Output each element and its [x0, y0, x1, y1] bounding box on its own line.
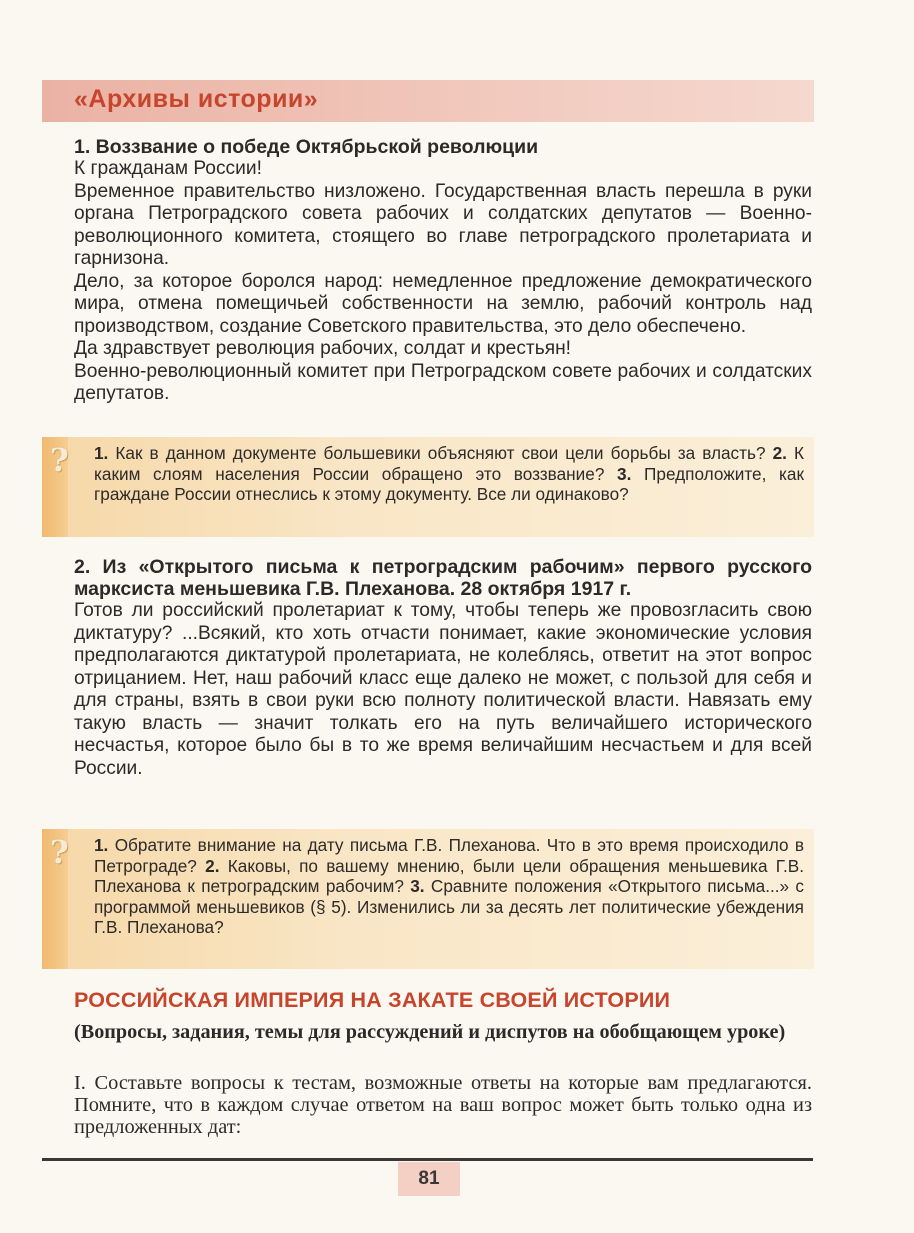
questions-box-2: [42, 829, 814, 969]
question-text: Обратите внимание на дату письма Г.В. Плеханова. Что в это время происходило в Петрограде?: [94, 835, 804, 876]
questions-box-2-text: [94, 835, 804, 938]
question-number: 2.: [205, 855, 220, 876]
section-subtitle: (Вопросы, задания, темы для рассуждений и диспутов на обобщающем уроке): [74, 1021, 786, 1043]
question-text: Как в данном документе большевики объясняют свои цели борьбы за власть?: [115, 443, 766, 463]
document-1-paragraph: К гражданам России!: [74, 158, 262, 179]
document-1-paragraph: Да здравствует революция рабочих, солдат и крестьян!: [74, 338, 572, 359]
document-2-heading: 2. Из «Открытого письма к петроградским рабочим» первого русского марксиста меньшевика Г.В. Плеханова. 28 октября 1917 г.: [74, 556, 812, 600]
section-title: РОССИЙСКАЯ ИМПЕРИЯ НА ЗАКАТЕ СВОЕЙ ИСТОРИИ: [74, 988, 671, 1012]
document-2-paragraph: Готов ли российский пролетариат к тому, чтобы теперь же провозгласить свою диктатуру? ...Всякий, кто хоть отчасти понимает, какие экономические условия предполагаются диктатурой пролетариата, не колеблясь, ответит на этот вопрос отрицанием. Нет, наш рабочий класс еще далеко не может, с пользой для себя и для страны, взять в свои руки всю полноту политической власти. Навязать ему такую власть — значит толкать его на путь величайшего исторического несчастья, которое было бы в то же время величайшим несчастьем и для всей России.: [74, 600, 812, 779]
document-1-paragraph: Дело, за которое боролся народ: немедленное предложение демократического мира, отмена помещичьей собственности на землю, рабочий контроль над производством, создание Советского правительства, это дело обеспечено.: [74, 270, 812, 337]
document-1-heading: 1. Воззвание о победе Октябрьской революции: [74, 136, 539, 158]
question-number: 1.: [94, 835, 109, 855]
document-1-paragraph: Временное правительство низложено. Государственная власть перешла в руки органа Петроградского совета рабочих и солдатских депутатов — Военно-революционного комитета, стоящего во главе петроградского пролетариата и гарнизона.: [74, 180, 812, 269]
question-mark-icon: ?: [50, 833, 69, 871]
questions-box-1: [42, 437, 814, 537]
questions-box-1-text: [94, 443, 804, 505]
question-number: 1.: [94, 443, 109, 463]
question-text: Сравните положения «Открытого письма...» с программой меньшевиков (§ 5). Изменились ли за десять лет политические убеждения Г.В. Плеханова?: [94, 876, 804, 938]
question-mark-icon: ?: [50, 441, 69, 479]
page-number: 81: [398, 1162, 460, 1196]
footer-rule: [42, 1158, 813, 1161]
question-number: 3.: [410, 876, 425, 897]
question-text: Предположите, как граждане России отнеслись к этому документу. Все ли одинаково?: [94, 463, 804, 505]
task-text: I. Составьте вопросы к тестам, возможные ответы на которые вам предлагаются. Помните, что в каждом случае ответом на ваш вопрос может быть только одна из предложенных дат:: [74, 1072, 812, 1138]
archive-header-title: «Архивы истории»: [74, 85, 319, 113]
document-2: [74, 556, 812, 780]
question-number: 3.: [617, 463, 632, 484]
document-1-paragraph: Военно-революционный комитет при Петроградском совете рабочих и солдатских депутатов.: [74, 360, 812, 404]
document-1: [74, 136, 812, 406]
question-number: 2.: [772, 443, 787, 463]
question-text: К каким слоям населения России обращено это воззвание?: [94, 443, 804, 484]
question-text: Каковы, по вашему мнению, были цели обращения меньшевика Г.В. Плеханова к петроградским рабочим?: [94, 855, 804, 897]
